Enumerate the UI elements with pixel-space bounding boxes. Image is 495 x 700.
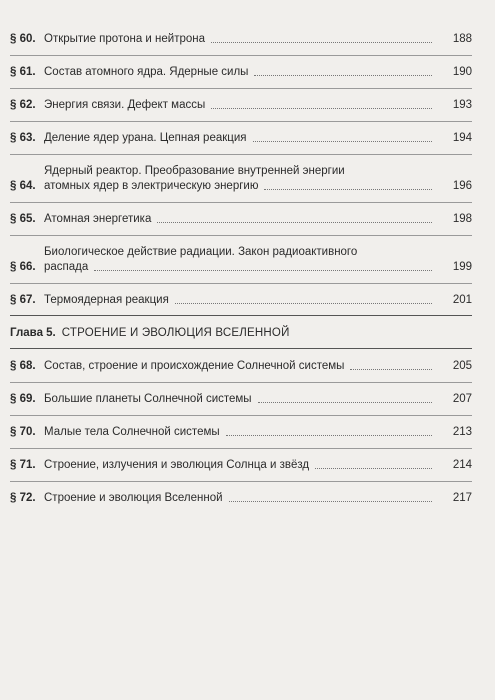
- section-number: § 60.: [10, 33, 36, 45]
- toc-entry: [10, 243, 472, 277]
- dot-leader: [226, 435, 432, 436]
- dot-leader: [264, 189, 432, 190]
- section-title: [44, 392, 438, 407]
- section-title: [44, 131, 438, 146]
- section-number: § 63.: [10, 132, 36, 144]
- section-title: [44, 425, 438, 440]
- section-number: § 61.: [10, 66, 36, 78]
- toc-entry: [10, 456, 472, 475]
- section-title-line: Деление ядер урана. Цепная реакция: [44, 132, 247, 144]
- section-title-line: Ядерный реактор. Преобразование внутренней энергии: [44, 165, 345, 177]
- section-number: § 70.: [10, 426, 36, 438]
- dot-leader: [258, 402, 432, 403]
- section-title: [44, 458, 438, 473]
- page-number: 207: [452, 393, 472, 405]
- page-number: 199: [452, 261, 472, 273]
- section-title-line: Энергия связи. Дефект массы: [44, 99, 206, 111]
- section-title-line: Открытие протона и нейтрона: [44, 33, 206, 45]
- section-number: § 65.: [10, 213, 36, 225]
- toc-entry: [10, 96, 472, 115]
- entry-separator: [10, 202, 472, 203]
- dot-leader: [94, 270, 432, 271]
- page-number: 205: [452, 360, 472, 372]
- page-number: 188: [452, 33, 472, 45]
- section-title: [44, 32, 438, 47]
- section-title: [44, 212, 438, 227]
- section-title-line: Биологическое действие радиации. Закон радиоактивного: [44, 246, 358, 258]
- section-title-line: Малые тела Солнечной системы: [44, 426, 220, 438]
- table-of-contents: [10, 30, 472, 508]
- page-number: 214: [452, 459, 472, 471]
- toc-section-chapter-4: [10, 30, 472, 310]
- section-title-line: атомных ядер в электрическую энергию: [44, 180, 259, 192]
- entry-separator: [10, 235, 472, 236]
- section-number: § 69.: [10, 393, 36, 405]
- section-title-line: распада: [44, 261, 89, 273]
- toc-section-chapter-5: [10, 357, 472, 508]
- section-title-line: Состав, строение и происхождение Солнечной системы: [44, 360, 345, 372]
- section-number: § 71.: [10, 459, 36, 471]
- dot-leader: [229, 501, 432, 502]
- chapter-number: Глава 5.: [10, 327, 56, 339]
- toc-entry: [10, 357, 472, 376]
- section-title: [44, 359, 438, 374]
- entry-separator: [10, 283, 472, 284]
- entry-separator: [10, 481, 472, 482]
- section-number: § 66.: [10, 261, 36, 273]
- toc-entry: [10, 129, 472, 148]
- page-number: 190: [452, 66, 472, 78]
- entry-separator: [10, 154, 472, 155]
- section-title-line: Атомная энергетика: [44, 213, 152, 225]
- section-title-line: Состав атомного ядра. Ядерные силы: [44, 66, 249, 78]
- toc-entry: [10, 423, 472, 442]
- chapter-divider: [10, 348, 472, 349]
- page-number: 201: [452, 294, 472, 306]
- toc-entry: [10, 291, 472, 310]
- dot-leader: [350, 369, 432, 370]
- page-number: 213: [452, 426, 472, 438]
- page-number: 198: [452, 213, 472, 225]
- toc-entry: [10, 30, 472, 49]
- toc-entry: [10, 162, 472, 196]
- dot-leader: [211, 108, 432, 109]
- section-title: [44, 98, 438, 113]
- section-title-line: Большие планеты Солнечной системы: [44, 393, 252, 405]
- page-number: 194: [452, 132, 472, 144]
- entry-separator: [10, 382, 472, 383]
- section-number: § 62.: [10, 99, 36, 111]
- toc-entry: [10, 489, 472, 508]
- entry-separator: [10, 55, 472, 56]
- section-title: [44, 65, 438, 80]
- dot-leader: [253, 141, 432, 142]
- chapter-heading: [10, 324, 472, 343]
- section-title: [44, 245, 438, 275]
- section-number: § 68.: [10, 360, 36, 372]
- entry-separator: [10, 415, 472, 416]
- page-number: 196: [452, 180, 472, 192]
- chapter-title: СТРОЕНИЕ И ЭВОЛЮЦИЯ ВСЕЛЕННОЙ: [61, 327, 290, 339]
- page-number: 193: [452, 99, 472, 111]
- chapter-divider: [10, 315, 472, 316]
- entry-separator: [10, 121, 472, 122]
- section-title-line: Строение и эволюция Вселенной: [44, 492, 223, 504]
- toc-entry: [10, 210, 472, 229]
- section-number: § 67.: [10, 294, 36, 306]
- section-title-line: Термоядерная реакция: [44, 294, 169, 306]
- section-title-line: Строение, излучения и эволюция Солнца и звёзд: [44, 459, 310, 471]
- section-title: [44, 164, 438, 194]
- page-number: 217: [452, 492, 472, 504]
- section-number: § 72.: [10, 492, 36, 504]
- section-title: [44, 491, 438, 506]
- dot-leader: [211, 42, 432, 43]
- toc-entry: [10, 390, 472, 409]
- section-number: § 64.: [10, 180, 36, 192]
- dot-leader: [157, 222, 432, 223]
- entry-separator: [10, 88, 472, 89]
- dot-leader: [254, 75, 432, 76]
- section-title: [44, 293, 438, 308]
- dot-leader: [315, 468, 432, 469]
- dot-leader: [175, 303, 432, 304]
- entry-separator: [10, 448, 472, 449]
- toc-entry: [10, 63, 472, 82]
